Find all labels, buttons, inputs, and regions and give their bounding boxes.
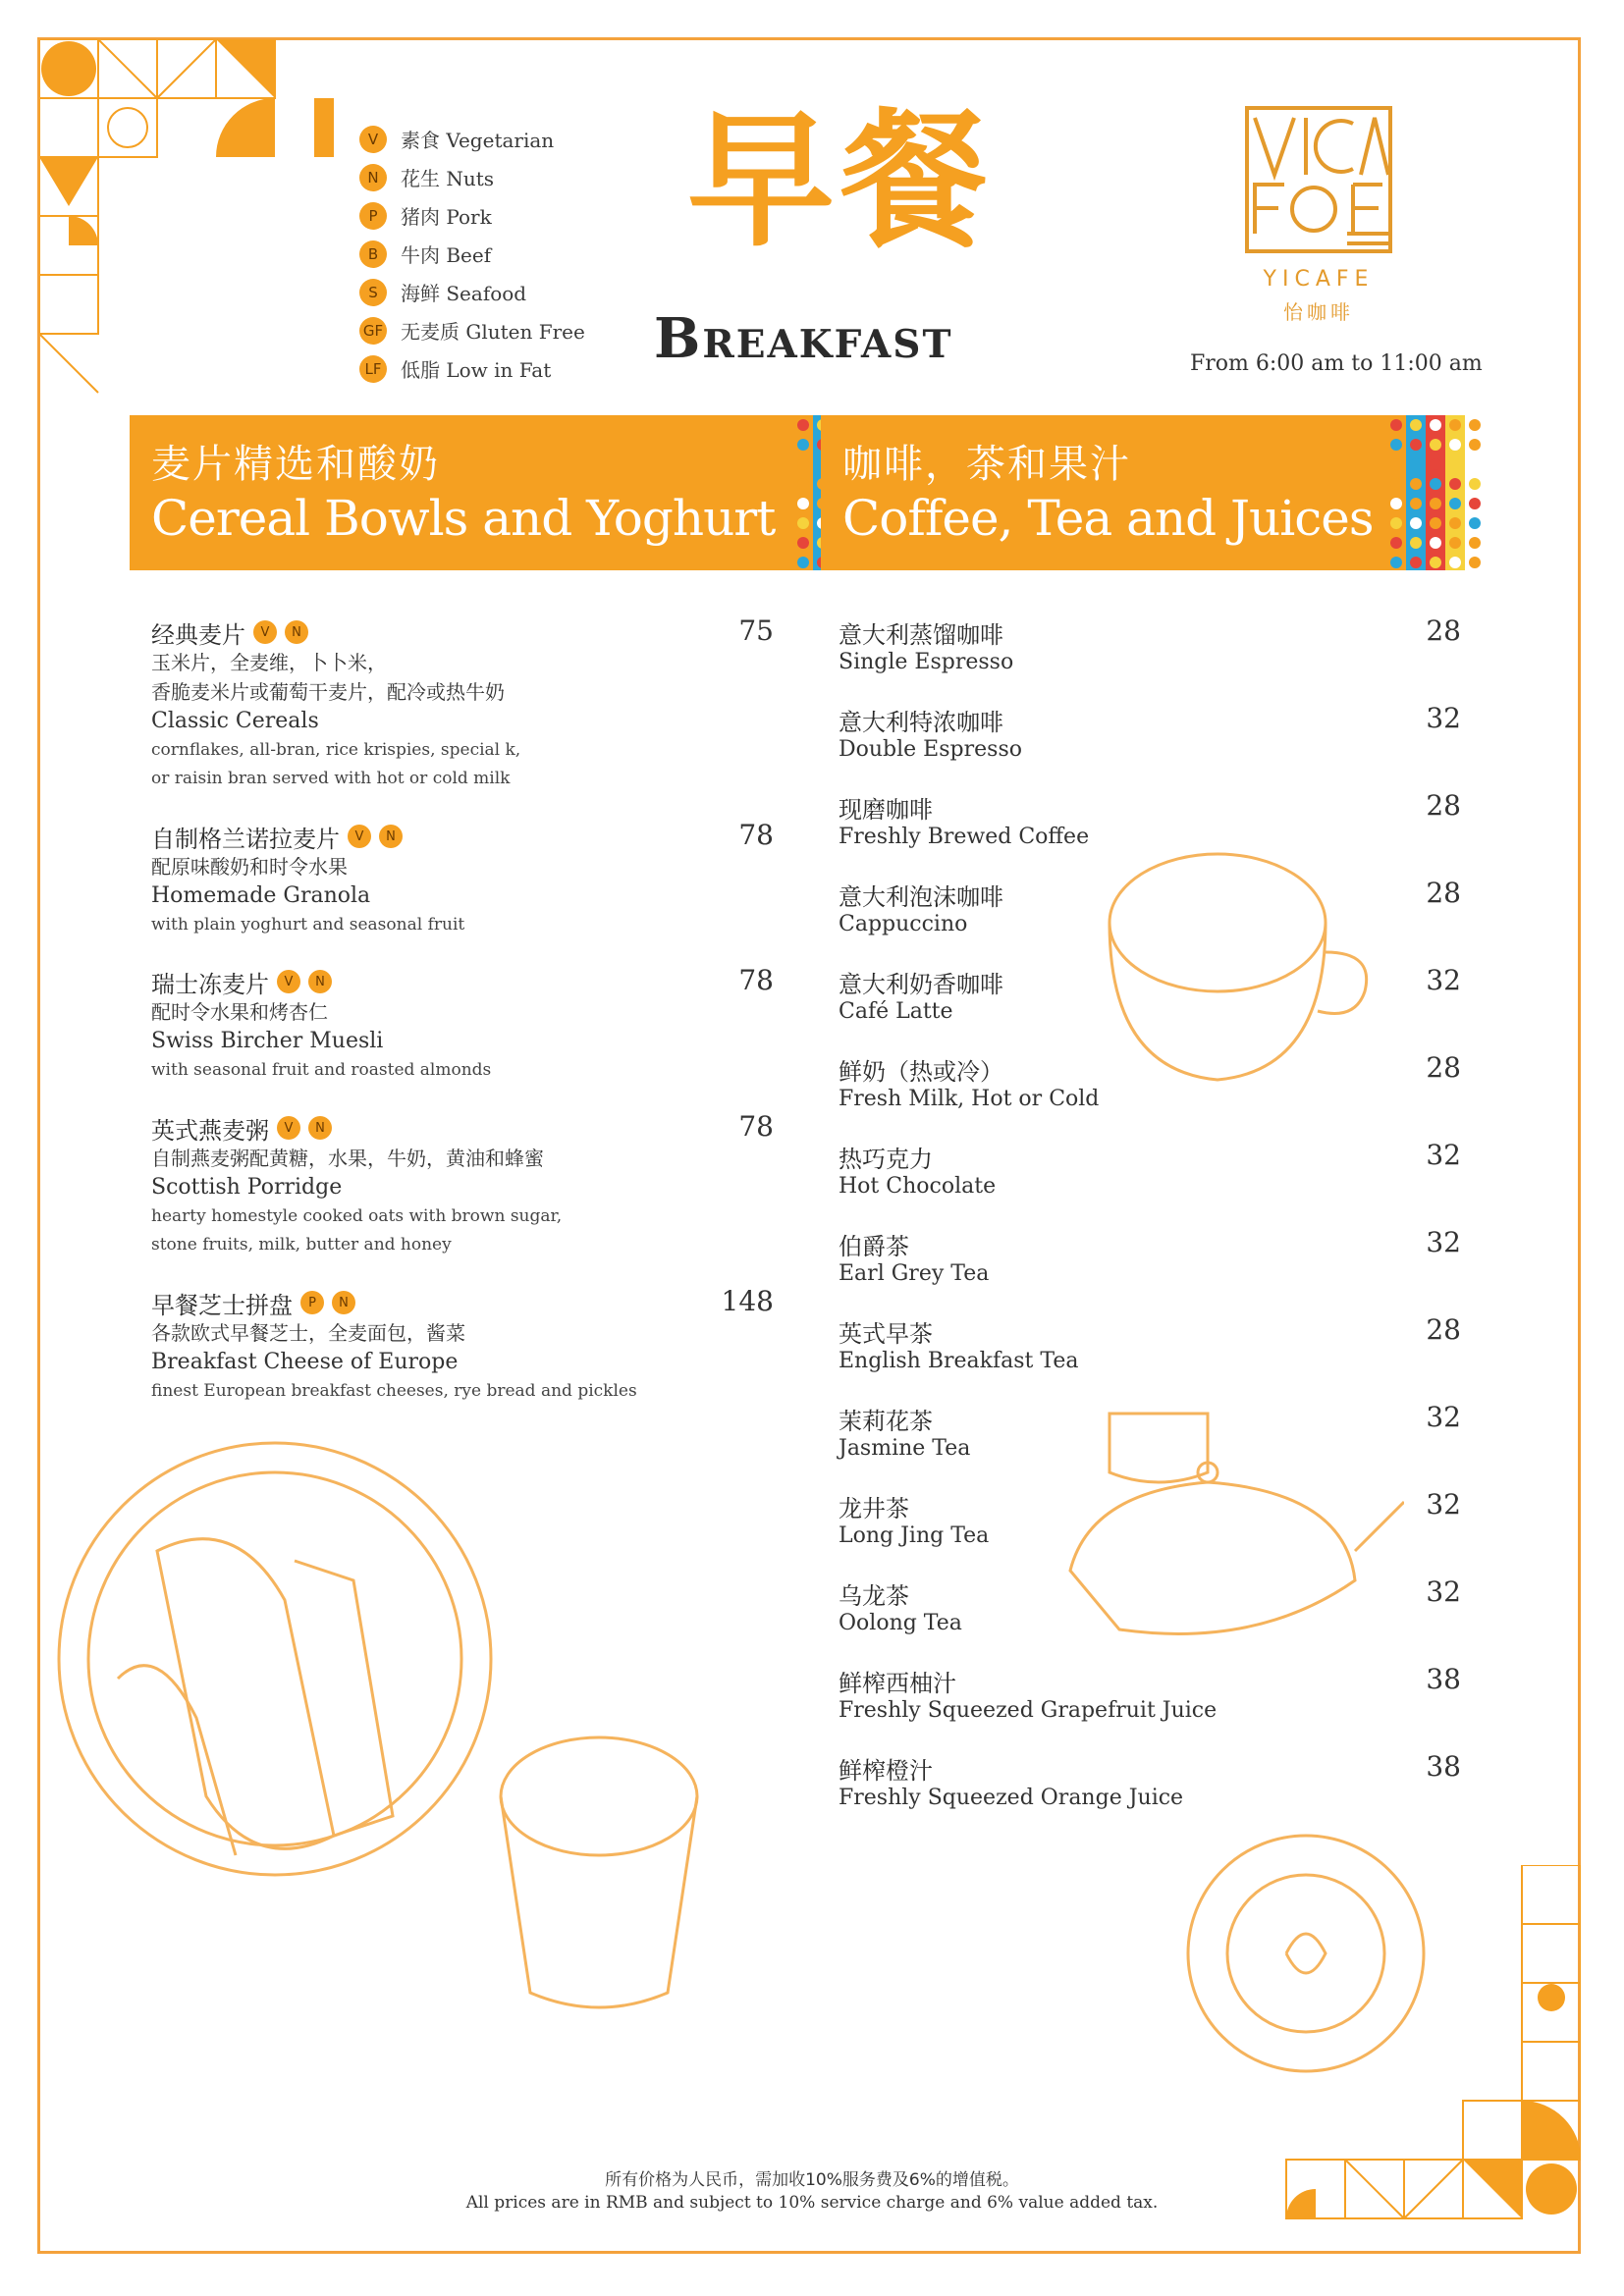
pattern-dot — [1449, 458, 1461, 470]
pattern-dot — [1469, 517, 1481, 529]
item-name-english: Fresh Milk, Hot or Cold — [839, 1087, 1100, 1111]
item-name-english: Jasmine Tea — [839, 1436, 971, 1461]
pattern-dot — [797, 557, 809, 568]
item-name-english: Swiss Bircher Muesli — [151, 1029, 384, 1053]
item-name-chinese — [839, 1053, 1099, 1085]
pattern-dot — [1449, 557, 1461, 568]
item-name-text: 茉莉花茶 — [839, 1407, 933, 1435]
item-description-chinese: 自制燕麦粥配黄糖，水果，牛奶，黄油和蜂蜜 — [151, 1147, 544, 1170]
page-title-english: Breakfast — [654, 306, 953, 371]
item-name-chinese — [839, 1490, 989, 1522]
logo-text-english: YICAFE — [1263, 267, 1375, 292]
legend-item — [359, 196, 585, 235]
item-description-chinese: 各款欧式早餐芝士，全麦面包，酱菜 — [151, 1321, 465, 1345]
dietary-badge: N — [379, 825, 403, 848]
menu-item — [839, 1752, 1183, 1813]
item-name-text: 意大利泡沫咖啡 — [839, 882, 1003, 911]
item-name-text: 现磨咖啡 — [839, 795, 933, 824]
item-name-chinese — [839, 879, 1003, 910]
item-name-english: Classic Cereals — [151, 709, 319, 733]
item-name-text: 早餐芝士拼盘 — [151, 1291, 293, 1319]
item-description-english: or raisin bran served with hot or cold milk — [151, 769, 511, 788]
pattern-dot — [1469, 537, 1481, 549]
legend-badge: P — [359, 202, 387, 230]
item-name-english: Scottish Porridge — [151, 1175, 343, 1200]
item-name-english: Café Latte — [839, 999, 953, 1024]
pattern-dot — [1430, 478, 1441, 490]
item-price: 38 — [1426, 1750, 1461, 1783]
pattern-dot — [1410, 498, 1422, 509]
pattern-dot — [797, 537, 809, 549]
legend-badge: B — [359, 240, 387, 268]
item-price: 75 — [738, 614, 774, 647]
pattern-dot — [1430, 557, 1441, 568]
pattern-dot — [1469, 439, 1481, 451]
item-price: 28 — [1426, 614, 1461, 647]
pattern-dot — [1390, 557, 1402, 568]
item-description-chinese: 香脆麦米片或葡萄干麦片，配冷或热牛奶 — [151, 680, 505, 704]
item-description-english: finest European breakfast cheeses, rye bread and pickles — [151, 1381, 637, 1401]
pattern-dot — [1390, 478, 1402, 490]
item-name-english: Freshly Squeezed Grapefruit Juice — [839, 1698, 1218, 1723]
item-name-text: 意大利特浓咖啡 — [839, 708, 1003, 736]
item-price: 28 — [1426, 1051, 1461, 1084]
item-name-text: 英式燕麦粥 — [151, 1116, 269, 1145]
item-description-english: hearty homestyle cooked oats with brown sugar, — [151, 1206, 563, 1226]
pattern-dot — [1410, 537, 1422, 549]
item-description-english: with plain yoghurt and seasonal fruit — [151, 915, 465, 934]
item-price: 32 — [1426, 964, 1461, 996]
legend-badge: GF — [359, 317, 387, 345]
pattern-dot — [797, 498, 809, 509]
menu-item — [151, 1112, 562, 1259]
item-price: 78 — [738, 1110, 774, 1143]
item-name-chinese — [839, 1665, 1217, 1696]
menu-item — [151, 1287, 637, 1406]
legend-label: 海鲜 Seafood — [401, 282, 527, 305]
pattern-dot — [1430, 537, 1441, 549]
section-title-english: Coffee, Tea and Juices — [842, 490, 1374, 547]
pattern-dot — [1469, 458, 1481, 470]
pattern-dot — [1430, 458, 1441, 470]
pattern-dot — [1449, 419, 1461, 431]
menu-item — [839, 966, 1003, 1027]
dietary-badge: P — [300, 1291, 324, 1314]
item-name-chinese — [839, 1752, 1183, 1784]
item-name-text: 热巧克力 — [839, 1145, 933, 1173]
legend-item — [359, 273, 585, 311]
menu-item — [839, 1053, 1099, 1114]
item-name-chinese — [839, 1315, 1078, 1347]
item-price: 28 — [1426, 789, 1461, 822]
section-title-chinese: 麦片精选和酸奶 — [151, 442, 440, 487]
pattern-dot — [797, 517, 809, 529]
item-price: 78 — [738, 819, 774, 851]
menu-item — [839, 1403, 970, 1464]
pattern-dot — [797, 419, 809, 431]
item-name-english: Freshly Squeezed Orange Juice — [839, 1786, 1184, 1810]
pattern-dot — [1469, 557, 1481, 568]
pattern-dot — [797, 458, 809, 470]
legend-label: 素食 Vegetarian — [401, 129, 555, 152]
item-price: 148 — [721, 1285, 774, 1317]
legend-label: 无麦质 Gluten Free — [401, 320, 585, 344]
item-description-english: stone fruits, milk, butter and honey — [151, 1235, 452, 1255]
pattern-dot — [1410, 557, 1422, 568]
pattern-dot — [1390, 537, 1402, 549]
item-price: 32 — [1426, 1401, 1461, 1433]
pattern-dot — [1449, 537, 1461, 549]
pattern-dot — [1430, 517, 1441, 529]
item-name-english: Cappuccino — [839, 912, 968, 936]
item-name-text: 意大利奶香咖啡 — [839, 970, 1003, 998]
pattern-dot — [797, 478, 809, 490]
menu-item — [839, 616, 1013, 677]
footer-note-english: All prices are in RMB and subject to 10% service charge and 6% value added tax. — [465, 2193, 1159, 2213]
pattern-dot — [1410, 419, 1422, 431]
logo-text-chinese: 怡咖啡 — [1283, 300, 1354, 324]
pattern-dot — [1430, 498, 1441, 509]
item-name-text: 鲜榨橙汁 — [839, 1756, 933, 1785]
item-name-text: 乌龙茶 — [839, 1581, 909, 1610]
coffee-cup-illustration — [1090, 844, 1375, 1099]
dietary-legend — [359, 120, 585, 388]
item-name-text: 意大利蒸馏咖啡 — [839, 620, 1003, 649]
item-name-text: 鲜奶（热或冷） — [839, 1057, 1003, 1086]
item-name-text: 瑞士冻麦片 — [151, 970, 269, 998]
item-price: 32 — [1426, 1488, 1461, 1521]
pattern-dot — [1410, 439, 1422, 451]
item-name-chinese — [151, 616, 520, 648]
item-price: 32 — [1426, 702, 1461, 734]
teapot-illustration — [1011, 1374, 1404, 1669]
item-name-chinese — [839, 616, 1013, 648]
legend-label: 花生 Nuts — [401, 167, 495, 190]
item-name-english: Freshly Brewed Coffee — [839, 825, 1090, 849]
legend-item — [359, 158, 585, 196]
pattern-dot — [1410, 478, 1422, 490]
item-name-text: 龙井茶 — [839, 1494, 909, 1522]
pattern-dot — [1390, 439, 1402, 451]
menu-item — [839, 1577, 962, 1638]
dietary-badge: V — [277, 1116, 300, 1140]
menu-item — [839, 1315, 1078, 1376]
item-name-english: Double Espresso — [839, 737, 1022, 762]
dietary-badge: N — [308, 1116, 332, 1140]
legend-badge: S — [359, 279, 387, 306]
item-price: 32 — [1426, 1575, 1461, 1608]
item-name-english: Earl Grey Tea — [839, 1261, 990, 1286]
item-name-chinese — [839, 704, 1022, 735]
item-name-english: Oolong Tea — [839, 1611, 962, 1635]
dietary-badge: V — [277, 970, 300, 993]
page-title-chinese: 早餐 — [687, 96, 995, 267]
pattern-dot — [1410, 517, 1422, 529]
item-price: 32 — [1426, 1226, 1461, 1258]
section-header-drinks — [821, 415, 1485, 570]
pattern-dot — [1390, 498, 1402, 509]
latte-cup-illustration — [1178, 1826, 1434, 2081]
section-title-english: Cereal Bowls and Yoghurt — [151, 490, 776, 547]
dietary-badge: V — [253, 620, 277, 644]
item-price: 28 — [1426, 877, 1461, 909]
pattern-dot — [1390, 517, 1402, 529]
menu-item — [839, 1490, 989, 1551]
pattern-dot — [1449, 517, 1461, 529]
item-name-text: 鲜榨西柚汁 — [839, 1669, 956, 1697]
pattern-dot — [1410, 458, 1422, 470]
legend-badge: LF — [359, 355, 387, 383]
item-name-chinese — [839, 1577, 962, 1609]
item-description-english: with seasonal fruit and roasted almonds — [151, 1060, 492, 1080]
item-price: 78 — [738, 964, 774, 996]
item-name-chinese — [839, 966, 1003, 997]
pattern-dot — [1430, 419, 1441, 431]
menu-item — [839, 879, 1003, 939]
item-name-text: 自制格兰诺拉麦片 — [151, 825, 340, 853]
item-name-chinese — [839, 1141, 996, 1172]
item-name-english: Breakfast Cheese of Europe — [151, 1350, 459, 1374]
item-name-chinese — [839, 1228, 989, 1259]
dietary-badge: N — [285, 620, 308, 644]
sandwich-plate-illustration — [39, 1423, 501, 1914]
item-name-chinese — [151, 966, 491, 997]
legend-item — [359, 311, 585, 349]
mosaic-pattern-decoration — [1386, 415, 1485, 570]
item-name-english: Homemade Granola — [151, 883, 371, 908]
item-name-chinese — [151, 1287, 637, 1318]
menu-item — [839, 791, 1089, 852]
menu-item — [151, 821, 464, 939]
menu-item — [839, 704, 1022, 765]
pattern-dot — [1430, 439, 1441, 451]
legend-label: 牛肉 Beef — [401, 243, 492, 267]
menu-item — [839, 1228, 989, 1289]
item-description-chinese: 配时令水果和烤杏仁 — [151, 1000, 328, 1024]
pattern-dot — [1449, 498, 1461, 509]
legend-item — [359, 235, 585, 273]
pattern-dot — [1390, 458, 1402, 470]
legend-item — [359, 120, 585, 158]
yicafe-logo — [1245, 106, 1392, 253]
item-description-chinese: 配原味酸奶和时令水果 — [151, 855, 348, 879]
pattern-dot — [797, 439, 809, 451]
item-name-english: English Breakfast Tea — [839, 1349, 1079, 1373]
pattern-dot — [1449, 439, 1461, 451]
item-name-chinese — [151, 821, 464, 852]
geometric-corner-decoration — [39, 39, 334, 422]
legend-badge: N — [359, 164, 387, 191]
menu-item — [839, 1141, 996, 1201]
section-title-chinese: 咖啡，茶和果汁 — [842, 442, 1131, 487]
juice-glass-illustration — [471, 1728, 727, 2022]
item-price: 38 — [1426, 1663, 1461, 1695]
dietary-badge: V — [348, 825, 371, 848]
item-price: 28 — [1426, 1313, 1461, 1346]
pattern-dot — [1469, 498, 1481, 509]
section-header-cereal — [130, 415, 793, 570]
item-name-text: 伯爵茶 — [839, 1232, 909, 1260]
menu-item — [839, 1665, 1217, 1726]
service-hours: From 6:00 am to 11:00 am — [1190, 351, 1483, 376]
pattern-dot — [1469, 419, 1481, 431]
item-name-text: 经典麦片 — [151, 620, 245, 649]
legend-badge: V — [359, 126, 387, 153]
item-name-text: 英式早茶 — [839, 1319, 933, 1348]
item-name-chinese — [839, 1403, 970, 1434]
footer-note-chinese: 所有价格为人民币，需加收10%服务费及6%的增值税。 — [605, 2170, 1019, 2190]
item-name-chinese — [151, 1112, 562, 1144]
menu-item — [151, 966, 491, 1085]
item-description-english: cornflakes, all-bran, rice krispies, special k, — [151, 740, 521, 760]
dietary-badge: N — [332, 1291, 355, 1314]
item-name-english: Long Jing Tea — [839, 1523, 990, 1548]
item-name-english: Single Espresso — [839, 650, 1014, 674]
item-description-chinese: 玉米片，全麦维，卜卜米， — [151, 651, 387, 674]
item-price: 32 — [1426, 1139, 1461, 1171]
legend-label: 低脂 Low in Fat — [401, 358, 552, 382]
legend-item — [359, 349, 585, 388]
legend-label: 猪肉 Pork — [401, 205, 492, 229]
pattern-dot — [1390, 419, 1402, 431]
item-name-chinese — [839, 791, 1089, 823]
pattern-dot — [1449, 478, 1461, 490]
dietary-badge: N — [308, 970, 332, 993]
menu-item — [151, 616, 520, 793]
item-name-english: Hot Chocolate — [839, 1174, 997, 1199]
pattern-dot — [1469, 478, 1481, 490]
